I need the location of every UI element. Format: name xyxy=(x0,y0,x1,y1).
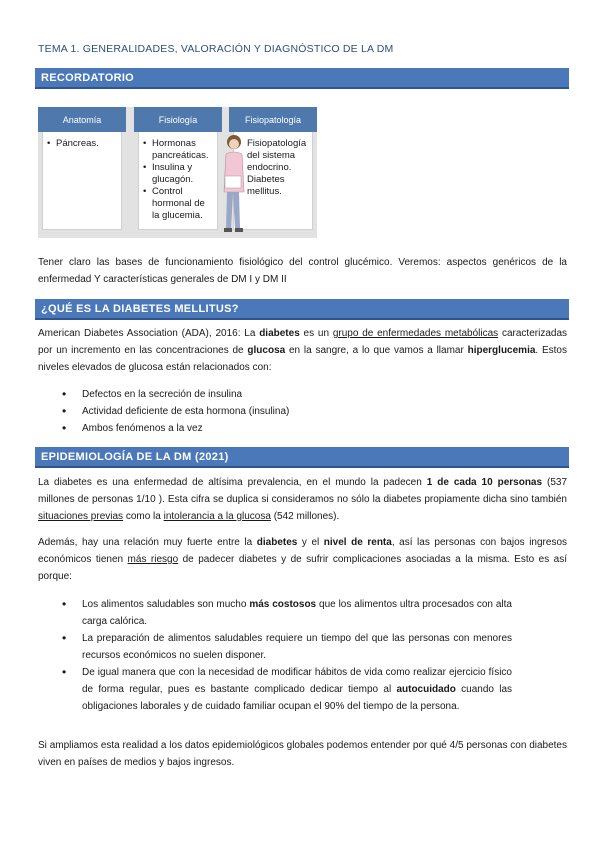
person-illustration-icon xyxy=(219,132,247,236)
diagram-item: • Control hormonal de la glucemia. xyxy=(143,186,213,222)
recordatorio-text: Tener claro las bases de funcionamiento fisiológico del control glucémico. Veremos: aspectos genéricos de la enfermedad Y características generales de DM I y DM II xyxy=(38,257,567,285)
diagram-column-fisiologia xyxy=(134,107,222,238)
epidemiologia-paragraph-1: La diabetes es una enfermedad de altísima prevalencia, en el mundo la padecen 1 de cada 10 personas (537 millones de personas 1/10 ). Esta cifra se duplica si consideramos no sólo la diabetes propiamente dicha sino también situaciones previas como la intolerancia a la glucosa (542 millones). xyxy=(38,477,568,522)
diagram-item: • Insulina y glucagón. xyxy=(143,162,213,186)
epidemiologia-paragraph-2: Además, hay una relación muy fuerte entre la diabetes y el nivel de renta, así las personas con bajos ingresos económicos tienen más riesgo de padecer diabetes y de sufrir complicaciones asociadas a la misma. Esto es así porque: xyxy=(38,537,568,582)
list-item: • La preparación de alimentos saludables requiere un tiempo del que las personas con menores recursos económicos no suelen disponer. xyxy=(62,630,512,664)
list-item: • Actividad deficiente de esta hormona (insulina) xyxy=(62,403,562,420)
concept-diagram xyxy=(38,107,317,238)
section-heading-que-es: ¿QUÉ ES LA DIABETES MELLITUS? xyxy=(35,299,569,320)
que-es-paragraph: American Diabetes Association (ADA), 2016: La diabetes es un grupo de enfermedades metabólicas caracterizadas por un incremento en las concentraciones de glucosa en la sangre, a lo que vamos a llamar hiperglucemia. Estos niveles elevados de glucosa están relacionados con: xyxy=(38,328,568,373)
list-item: • Defectos en la secreción de insulina xyxy=(62,386,562,403)
diagram-item: • Páncreas. xyxy=(47,138,117,150)
list-item: • De igual manera que con la necesidad de modificar hábitos de vida como realizar ejercicio físico de forma regular, pues es bastante complicado dedicar tiempo al autocuidado cuando las obligaciones laborales y de cuidado familiar ocupan el 90% del tiempo de la persona. xyxy=(62,664,512,715)
diagram-column-title: Anatomía xyxy=(38,107,126,132)
list-item: • Los alimentos saludables son mucho más costosos que los alimentos ultra procesados con alta carga calórica. xyxy=(62,596,512,630)
list-item: • Ambos fenómenos a la vez xyxy=(62,420,562,437)
diagram-column-title: Fisiología xyxy=(134,107,222,132)
epidemiologia-paragraph-3: Si ampliamos esta realidad a los datos epidemiológicos globales podemos entender por qué 4/5 personas con diabetes viven en países de medios y bajos ingresos. xyxy=(38,740,567,768)
que-es-bullet-list xyxy=(62,386,562,437)
section-heading-epidemiologia: EPIDEMIOLOGÍA DE LA DM (2021) xyxy=(35,447,569,468)
diagram-column-anatomia xyxy=(38,107,126,238)
epidemiologia-bullet-list xyxy=(62,596,512,715)
document-title: TEMA 1. GENERALIDADES, VALORACIÓN Y DIAGNÓSTICO DE LA DM xyxy=(38,43,394,55)
diagram-column-title: Fisiopatología xyxy=(229,107,317,132)
diagram-item: • Fisiopatología del sistema endocrino. xyxy=(238,138,308,174)
diagram-item: • Diabetes mellitus. xyxy=(238,174,308,198)
section-heading-recordatorio: RECORDATORIO xyxy=(35,68,569,89)
diagram-item: • Hormonas pancreáticas. xyxy=(143,138,213,162)
